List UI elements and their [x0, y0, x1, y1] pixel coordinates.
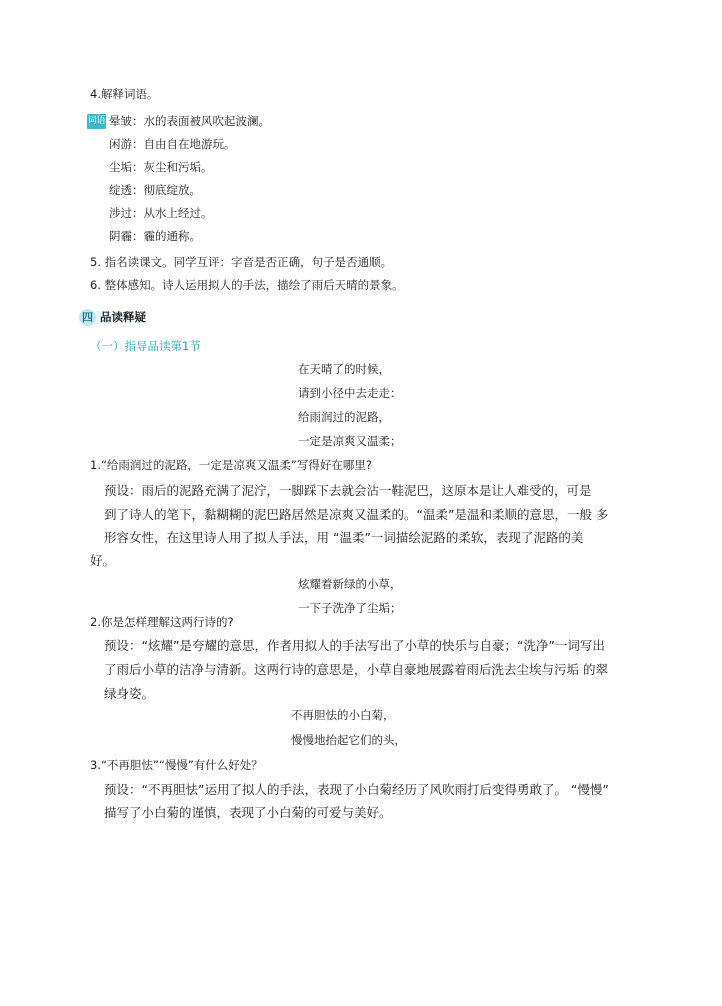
question-2: 2.你是怎样理解这两行诗的?	[90, 615, 234, 629]
poem-line: 一定是凉爽又温柔；	[298, 434, 402, 448]
question-3: 3.“不再胆怯”“慢慢”有什么好处？	[90, 758, 263, 772]
poem-line: 给雨润过的泥路，	[298, 410, 390, 424]
poem-line: 慢慢地抬起它们的头，	[291, 733, 406, 747]
poem-line: 不再胆怯的小白菊，	[291, 708, 395, 722]
poem-line: 炫耀着新绿的小草，	[298, 577, 402, 591]
answer-line: 形容女性，在这里诗人用了拟人手法，用 “温柔”一词描绘泥路的柔软，表现了泥路的美	[104, 530, 584, 545]
word-definition: 晕皱：水的表面被风吹起波澜。	[109, 114, 270, 128]
section-title: 品读释疑	[100, 310, 146, 324]
answer-line: 预设：雨后的泥路充满了泥泞，一脚踩下去就会沾一鞋泥巴，这原本是让人难受的，可是	[104, 483, 592, 498]
word-definition: 尘垢：灰尘和污垢。	[109, 160, 213, 174]
section-number: 四	[79, 309, 96, 326]
answer-line: 预设：“不再胆怯”运用了拟人的手法，表现了小白菊经历了风吹雨打后变得勇敢了。 “慢慢”	[104, 782, 609, 797]
item-5: 5. 指名读课文。同学互评：字音是否正确，句子是否通顺。	[90, 255, 393, 269]
poem-line: 在天晴了的时候，	[298, 362, 390, 376]
answer-line: 好。	[90, 553, 116, 568]
word-definition: 阴霾：霾的通称。	[109, 229, 201, 243]
item-6: 6. 整体感知。诗人运用拟人的手法，描绘了雨后天晴的景象。	[90, 278, 404, 292]
word-definition: 涉过：从水上经过。	[109, 206, 213, 220]
word-definition: 闲游：自由自在地游玩。	[109, 137, 236, 151]
answer-line: 到了诗人的笔下，黏糊糊的泥巴路居然是凉爽又温柔的。“温柔”是温和柔顺的意思，一般 多	[104, 507, 609, 522]
item-4-heading: 4.解释词语。	[90, 87, 159, 101]
answer-line: 描写了小白菊的谨慎，表现了小白菊的可爱与美好。	[104, 805, 392, 820]
answer-line: 了雨后小草的洁净与清新。这两行诗的意思是，小草自豪地展露着雨后洗去尘埃与污垢 的翠	[104, 662, 608, 677]
word-definition: 绽透：彻底绽放。	[109, 183, 201, 197]
answer-line: 预设：“炫耀”是夸耀的意思，作者用拟人的手法写出了小草的快乐与自豪；“洗净”一词写出	[104, 638, 605, 653]
poem-line: 请到小径中去走走：	[298, 386, 402, 400]
word-badge: 词语	[87, 114, 106, 129]
answer-line: 绿身姿。	[104, 686, 155, 701]
question-1: 1.“给雨润过的泥路，一定是凉爽又温柔”写得好在哪里?	[90, 458, 372, 472]
subsection-title: （一）指导品读第1节	[90, 339, 201, 353]
poem-line: 一下子洗净了尘垢；	[298, 601, 402, 615]
